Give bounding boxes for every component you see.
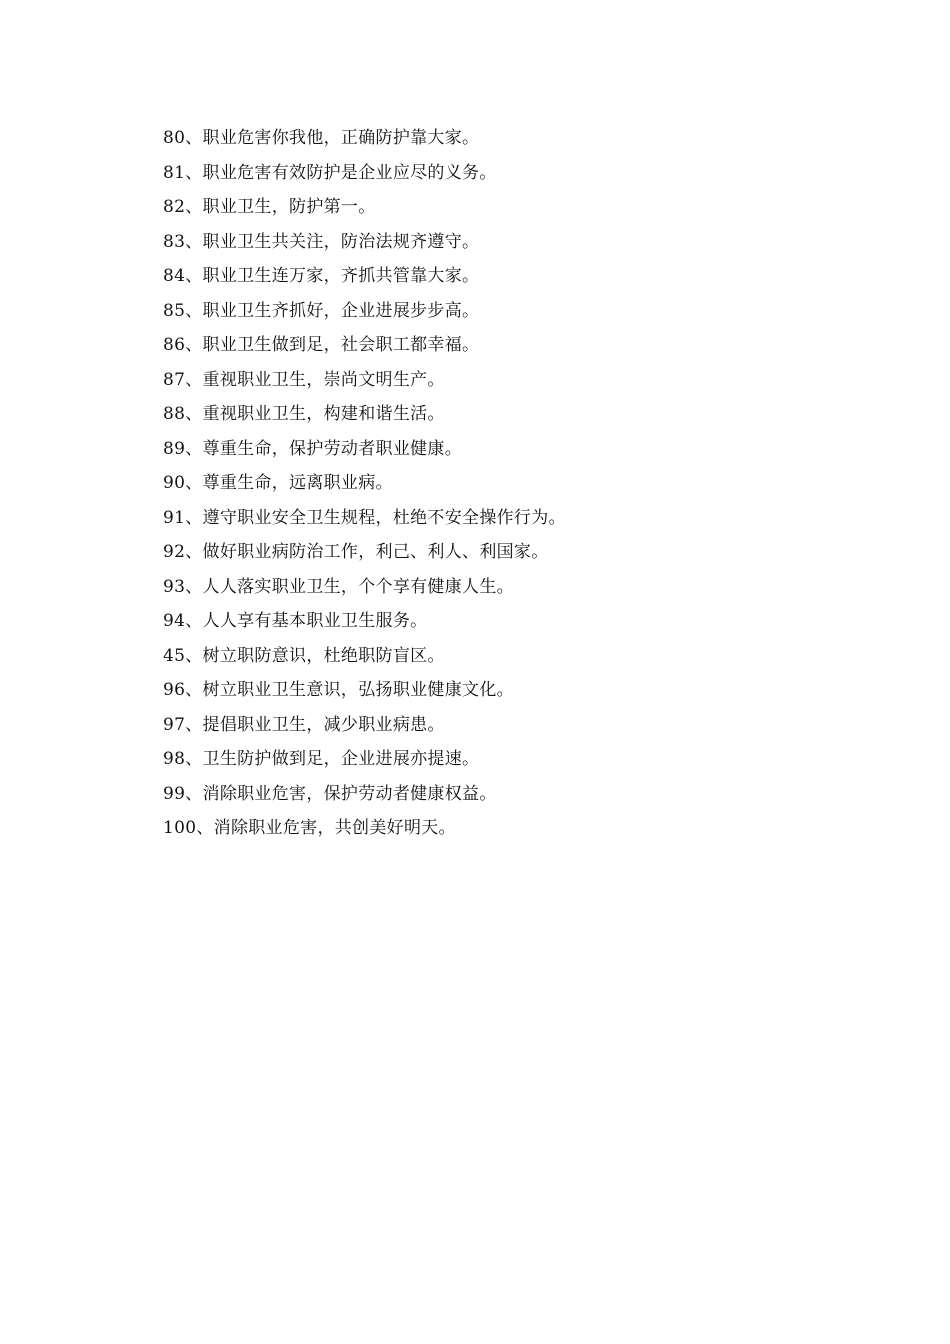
list-item: 84、职业卫生连万家，齐抓共管靠大家。: [163, 266, 480, 286]
list-item: 91、遵守职业安全卫生规程，杜绝不安全操作行为。: [163, 507, 566, 528]
list-item: 80、职业危害你我他，正确防护靠大家。: [163, 128, 480, 148]
list-item: 45、树立职防意识，杜绝职防盲区。: [163, 645, 445, 666]
slogan-list: [163, 121, 566, 846]
list-item: 97、提倡职业卫生，减少职业病患。: [163, 714, 445, 735]
list-item: 88、重视职业卫生，构建和谐生活。: [163, 404, 445, 424]
list-item: 92、做好职业病防治工作，利己、利人、利国家。: [163, 542, 549, 562]
list-item: 85、职业卫生齐抓好，企业进展步步高。: [163, 300, 480, 321]
list-item: 82、职业卫生，防护第一。: [163, 197, 376, 217]
list-item: 93、人人落实职业卫生，个个享有健康人生。: [163, 576, 514, 597]
list-item: 96、树立职业卫生意识，弘扬职业健康文化。: [163, 680, 514, 700]
list-item: 98、卫生防护做到足，企业进展亦提速。: [163, 749, 480, 769]
list-item: 94、人人享有基本职业卫生服务。: [163, 611, 428, 631]
list-item: 81、职业危害有效防护是企业应尽的义务。: [163, 162, 497, 183]
list-item: 83、职业卫生共关注，防治法规齐遵守。: [163, 231, 480, 252]
list-item: 99、消除职业危害，保护劳动者健康权益。: [163, 783, 497, 804]
list-item: 87、重视职业卫生，崇尚文明生产。: [163, 369, 445, 390]
list-item: 90、尊重生命，远离职业病。: [163, 473, 393, 493]
list-item: 100、消除职业危害，共创美好明天。: [163, 818, 456, 838]
list-item: 89、尊重生命，保护劳动者职业健康。: [163, 438, 463, 459]
list-item: 86、职业卫生做到足，社会职工都幸福。: [163, 335, 480, 355]
